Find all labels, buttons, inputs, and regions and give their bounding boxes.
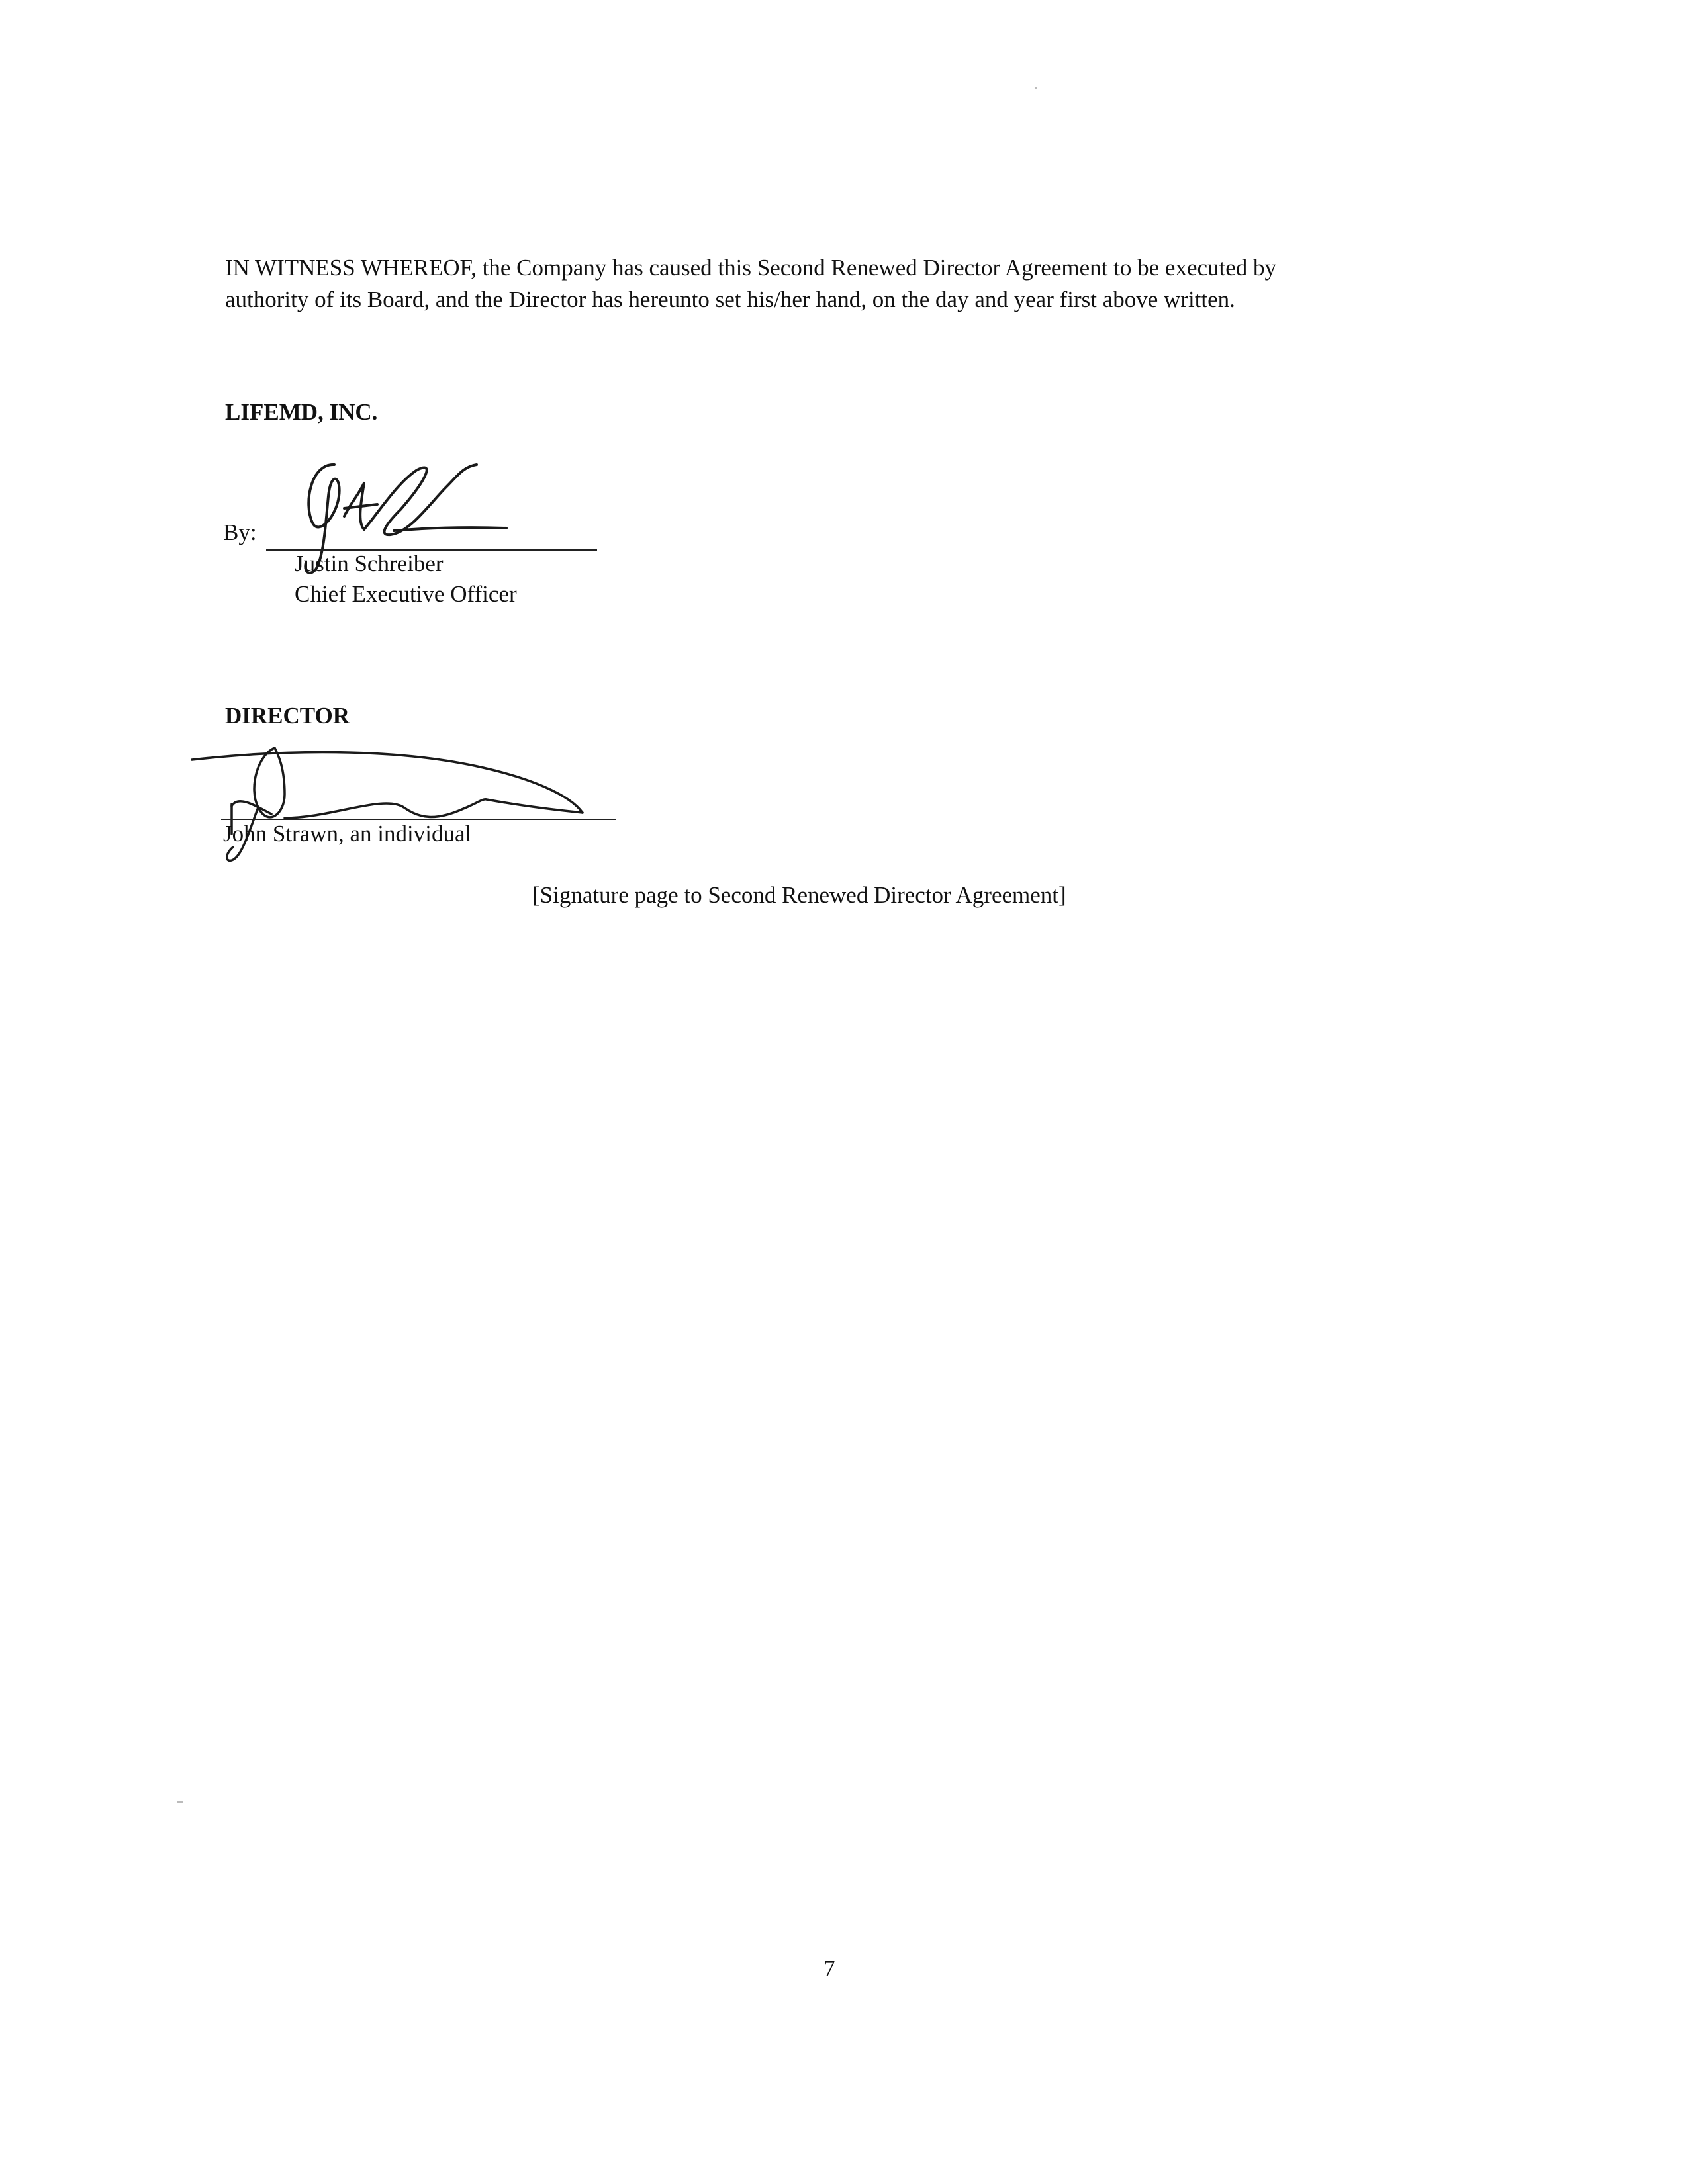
witness-paragraph-line-1: IN WITNESS WHEREOF, the Company has caused this Second Renewed Director Agreement to be executed by [225,255,1277,281]
director-signature [185,741,609,874]
company-heading: LIFEMD, INC. [225,399,378,425]
signature-page-caption: [Signature page to Second Renewed Director Agreement] [532,882,1066,908]
company-signer-title: Chief Executive Officer [295,581,517,607]
by-label: By: [223,520,257,545]
scan-speck [1035,87,1037,89]
company-signer-name: Justin Schreiber [295,551,444,576]
scan-speck [177,1801,183,1803]
witness-paragraph-line-2: authority of its Board, and the Director has hereunto set his/her hand, on the day and year first above written. [225,287,1235,312]
director-heading: DIRECTOR [225,703,350,729]
director-signer-name: John Strawn, an individual [223,821,472,846]
page-number: 7 [823,1956,835,1981]
